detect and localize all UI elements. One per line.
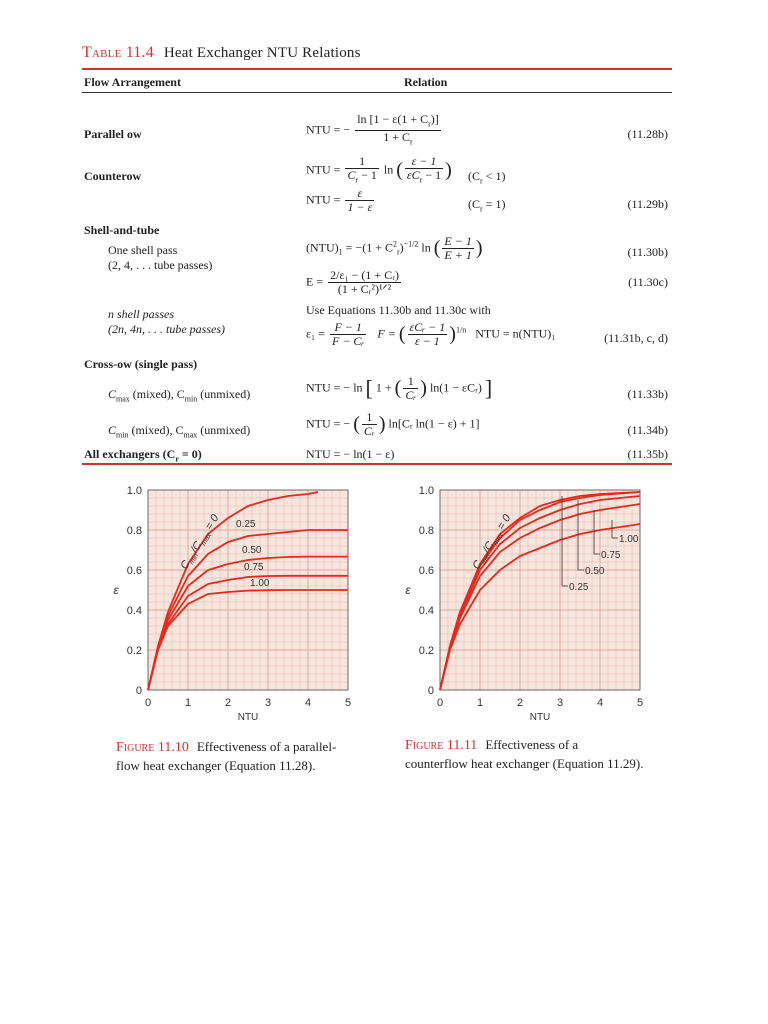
x-tick-label: 1 (184, 697, 192, 709)
frac-den: E + 1 (444, 248, 472, 262)
eq-sup: 2 (392, 239, 397, 249)
cross-row1-label (108, 387, 250, 406)
x-axis-label: NTU (237, 712, 259, 723)
counter-fraction-2 (405, 155, 443, 186)
eq-text: ln (418, 240, 431, 255)
frac-den: Cᵣ (405, 388, 417, 402)
curve-annotation: 1.00 (619, 534, 639, 545)
frac-den: (1 + Cᵣ²)¹ᐟ² (328, 282, 401, 296)
bracket-close: ] (484, 375, 493, 401)
table-body (82, 93, 672, 463)
eq-text: NTU = (306, 192, 341, 207)
family-label-sub: min (188, 552, 201, 566)
y-tick-label: 0.8 (126, 525, 142, 537)
eq-sub: r (419, 175, 423, 185)
counter-fraction-1 (345, 155, 378, 186)
family-label-part: = 0 (201, 512, 222, 535)
curve-annotation: 0.25 (236, 519, 256, 530)
parallel-equation (306, 113, 443, 149)
eq-text: NTU = − ln (306, 380, 363, 395)
eq-text: C (108, 423, 117, 437)
frac-num: 1 (366, 410, 373, 424)
eq-text: (NTU) (306, 240, 339, 255)
curve-annotation: 0.50 (585, 566, 605, 577)
eq-text: All exchangers (C (84, 447, 176, 461)
x-tick-label: 2 (224, 697, 232, 709)
eq-sub: max (116, 394, 130, 404)
paren-open: ( (396, 159, 403, 182)
frac-den (405, 168, 443, 186)
eq-text: (C (468, 169, 480, 183)
label-line: One shell pass (108, 243, 178, 257)
eq-sub: min (184, 394, 198, 404)
eq-text: ln[Cᵣ ln(1 − ε) + 1] (388, 416, 480, 431)
header-flow-arrangement: Flow Arrangement (84, 75, 181, 89)
figure-11-11-caption (405, 736, 643, 773)
counterflow-equation-1 (306, 155, 452, 186)
frac-den: Cᵣ (363, 424, 375, 438)
label-line: (2n, 4n, . . . tube passes) (108, 322, 225, 336)
frac-num: 1 (407, 374, 414, 388)
frac-num: 1 (359, 154, 366, 168)
eq-sup: 1/n (455, 325, 467, 335)
x-tick-label: 5 (636, 697, 644, 709)
table-header-row (82, 70, 672, 92)
counterflow-chart (392, 478, 662, 728)
eq-sub: r (480, 204, 483, 214)
shell-fraction-a (442, 235, 473, 262)
cross-equation-2 (306, 411, 480, 438)
eq-text: (unmixed) (197, 387, 251, 401)
eq-text: F = (377, 326, 396, 341)
row-all-exchangers-label (84, 447, 202, 463)
eq-text: εC (406, 168, 420, 182)
y-tick-label: 0.2 (418, 645, 434, 657)
frac-num: 2/ε₁ − (1 + Cᵣ) (330, 268, 399, 282)
one-shell-pass-label (108, 243, 212, 273)
x-tick-label: 5 (344, 697, 352, 709)
eq-text: = 0) (178, 447, 202, 461)
caption-line: Effectiveness of a (485, 737, 579, 752)
table-heading: Heat Exchanger NTU Relations (163, 45, 361, 61)
family-label-sub: max (200, 532, 214, 548)
y-tick-label: 0 (427, 685, 434, 697)
frac-num: ε − 1 (411, 154, 437, 168)
y-tick-label: 1.0 (418, 485, 434, 497)
paren-close: ) (475, 237, 483, 259)
y-axis-label: ε (113, 583, 119, 597)
eq-sub: min (116, 430, 129, 440)
eq-text: C (347, 168, 356, 182)
y-tick-label: 0.4 (126, 605, 142, 617)
eq-text: < 1) (482, 169, 506, 183)
eq-text: ln [1 − ε(1 + C (357, 112, 429, 126)
eq-text: ln(1 − εCᵣ) (429, 380, 482, 395)
parallel-flow-chart (100, 478, 370, 728)
eq-sub: r (428, 119, 431, 129)
label-line: (2, 4, . . . tube passes) (108, 258, 213, 272)
frac-den (355, 130, 441, 148)
frac-num: E − 1 (444, 234, 472, 248)
counter-condition-1 (468, 169, 505, 185)
cross-fraction-1 (403, 375, 418, 402)
eq-sub: r (175, 454, 179, 464)
ref-11-30b: (11.30b) (627, 245, 668, 259)
paren-open: ( (398, 323, 406, 345)
paren-close: ) (378, 413, 386, 435)
eq-text: ln (383, 162, 394, 177)
eq-text: − 1 (422, 168, 442, 182)
cross-equation-1 (306, 375, 492, 402)
frac-den: F − Cᵣ (332, 334, 365, 348)
family-label-part: C (470, 558, 485, 572)
eq-sub: r (355, 175, 359, 185)
curve-annotation: 0.75 (601, 550, 621, 561)
eq-text: − 1 (358, 168, 377, 182)
family-label-part: /C (188, 539, 205, 556)
x-tick-label: 0 (436, 697, 444, 709)
eq-sub: r (410, 137, 413, 147)
row-counterflow-label: Counterow (84, 169, 142, 183)
paren-open: ( (433, 237, 441, 259)
row-cross-flow-label: Cross-ow (single pass) (84, 357, 198, 371)
shell-fraction-c1 (330, 321, 366, 348)
frac-num (355, 113, 441, 130)
cross-row2-label (108, 423, 250, 442)
eq-sub: r (480, 176, 483, 186)
eq-text: (mixed), C (129, 387, 185, 401)
caption-line: Effectiveness of a parallel- (196, 739, 337, 754)
eq-text: NTU = n(NTU)₁ (475, 326, 556, 341)
use-equations-note: Use Equations 11.30b and 11.30c with (306, 303, 491, 317)
x-axis-label: NTU (529, 712, 551, 723)
paren-close: ) (449, 323, 456, 345)
eq-text: = −(1 + C (342, 240, 393, 255)
family-label-part: = 0 (493, 512, 514, 535)
frac-num: εCᵣ − 1 (409, 320, 446, 334)
eq-sup: −1/2 (403, 239, 419, 249)
eq-text: (C (468, 197, 480, 211)
eq-text: 1 + C (383, 130, 411, 145)
eq-text: (mixed), C (128, 423, 184, 437)
curve-annotation: 0.50 (242, 545, 262, 556)
eq-text: E = (306, 274, 324, 289)
shell-fraction-b (328, 269, 401, 296)
y-tick-label: 0.6 (126, 565, 142, 577)
bracket-open: [ (365, 375, 373, 401)
frac-den: ε − 1 (408, 334, 448, 348)
paren-open: ( (394, 377, 402, 399)
x-tick-label: 4 (304, 697, 312, 709)
family-label-part: /C (480, 539, 497, 556)
x-tick-label: 2 (516, 697, 524, 709)
eq-text: C (108, 387, 117, 401)
eq-sub: r (396, 247, 400, 257)
counterflow-equation-2 (306, 187, 376, 214)
eq-text: ε₁ = (306, 326, 325, 341)
figure-11-11-label: Figure 11.11 (405, 738, 478, 753)
ref-11-29b: (11.29b) (627, 197, 668, 211)
y-tick-label: 0 (135, 685, 142, 697)
counter-condition-2 (468, 197, 505, 213)
x-tick-label: 4 (596, 697, 604, 709)
eq-text: = 1) (482, 197, 506, 211)
n-shell-passes-label (108, 307, 225, 337)
frac-den (345, 168, 378, 186)
x-tick-label: 3 (264, 697, 272, 709)
eq-text: ) (399, 240, 404, 255)
curve-annotation: 0.75 (244, 562, 264, 573)
cross-fraction-2 (362, 411, 377, 438)
paren-close: ) (445, 159, 452, 182)
all-exchangers-equation: NTU = − ln(1 − ε) (306, 447, 395, 461)
y-tick-label: 0.8 (418, 525, 434, 537)
family-label-part: C (178, 558, 193, 572)
x-tick-label: 0 (144, 697, 152, 709)
parallel-fraction (355, 113, 441, 149)
ref-11-33b: (11.33b) (627, 387, 668, 401)
shell-equation-c (306, 321, 555, 348)
curve-annotation: 1.00 (250, 578, 270, 589)
ref-11-35b: (11.35b) (627, 447, 668, 461)
eq-text: (unmixed) (197, 423, 251, 437)
y-axis-label: ε (405, 583, 411, 597)
paren-open: ( (353, 413, 360, 435)
figure-11-10-caption (116, 738, 336, 775)
eq-text: NTU = (306, 162, 341, 177)
eq-sub: max (183, 430, 198, 440)
x-tick-label: 3 (556, 697, 564, 709)
label-line: n shell passes (108, 307, 174, 321)
row-parallel-label: Parallel ow (84, 127, 142, 141)
y-tick-label: 0.4 (418, 605, 434, 617)
ref-11-34b: (11.34b) (627, 423, 668, 437)
eq-text: )] (430, 112, 439, 126)
ref-11-31: (11.31b, c, d) (604, 331, 668, 345)
ref-11-30c: (11.30c) (628, 275, 668, 289)
shell-equation-b (306, 269, 403, 296)
family-label-sub: min (480, 552, 493, 566)
y-tick-label: 0.6 (418, 565, 434, 577)
family-label-sub: max (492, 532, 506, 548)
row-shell-and-tube-label: Shell-and-tube (84, 223, 160, 237)
ref-11-28b: (11.28b) (627, 127, 668, 141)
table-label: Table 11.4 (82, 44, 154, 61)
shell-fraction-c2 (408, 321, 448, 348)
eq-text: 1 + (375, 380, 392, 395)
eq-sub: 1 (338, 247, 343, 257)
caption-line: counterflow heat exchanger (Equation 11.29). (405, 756, 644, 771)
table-title (82, 44, 672, 62)
frac-num: F − 1 (334, 320, 362, 334)
frac-num: ε (357, 186, 363, 200)
eq-text: NTU = − (306, 122, 351, 137)
ntu-relations-table (82, 44, 672, 465)
figure-11-10-label: Figure 11.10 (116, 740, 189, 755)
curve-annotation: 0.25 (569, 582, 589, 593)
caption-line: flow heat exchanger (Equation 11.28). (116, 758, 316, 773)
paren-close: ) (420, 377, 427, 399)
header-relation: Relation (404, 75, 448, 89)
counter-fraction-3 (345, 187, 374, 214)
y-tick-label: 1.0 (126, 485, 142, 497)
y-tick-label: 0.2 (126, 645, 142, 657)
eq-text: NTU = − (306, 416, 351, 431)
shell-equation-a (306, 235, 483, 262)
frac-den: 1 − ε (347, 200, 373, 214)
x-tick-label: 1 (476, 697, 484, 709)
